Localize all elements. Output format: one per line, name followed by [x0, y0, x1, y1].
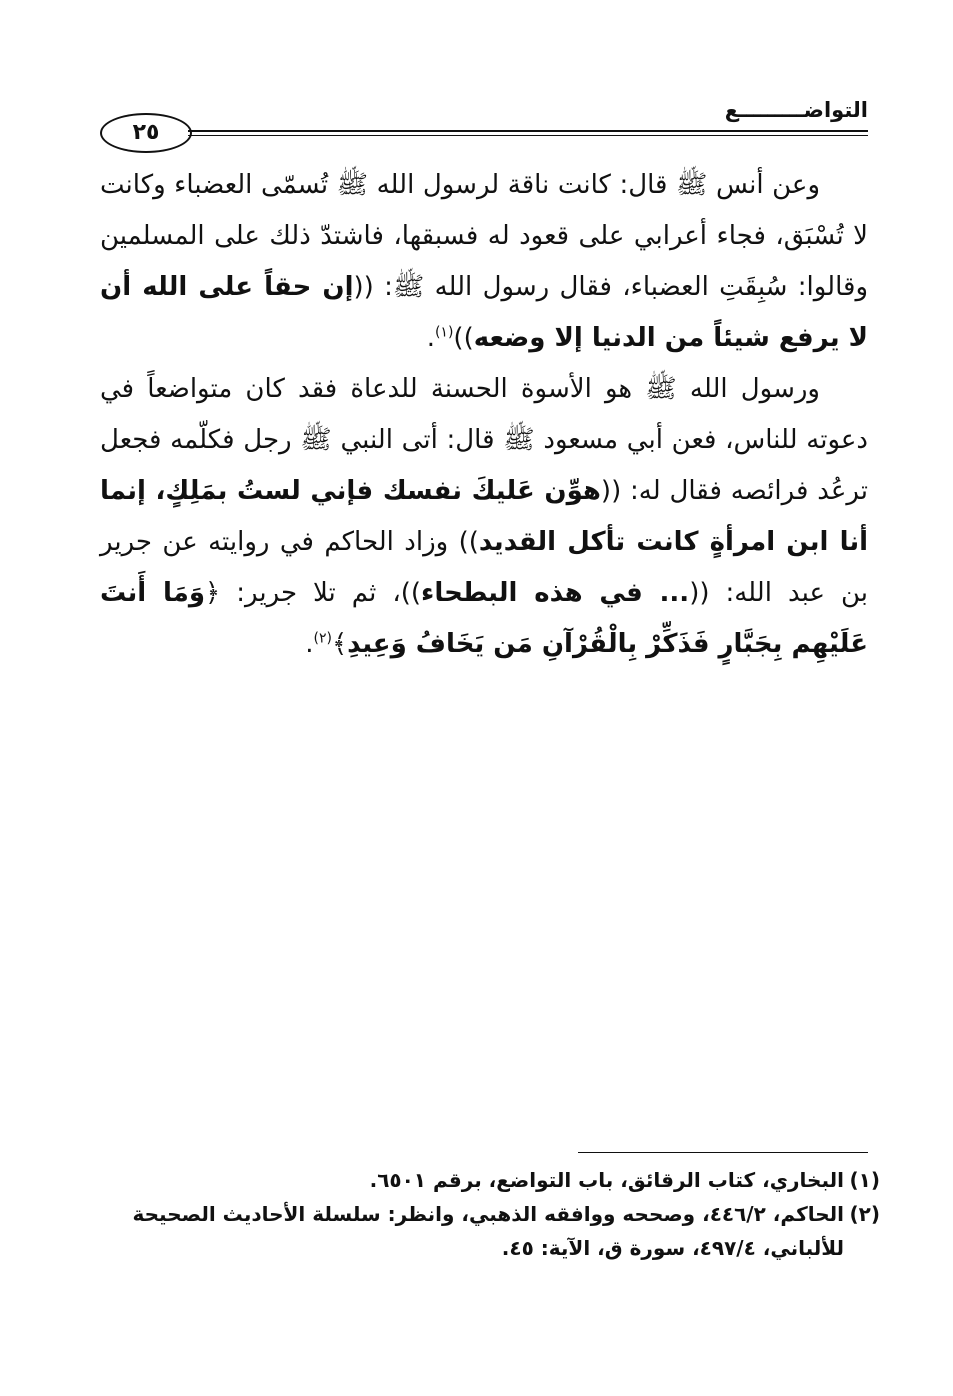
page-header — [100, 95, 868, 155]
quran-verse: وَمَا أَنتَ عَلَيْهِم بِجَبَّارٍ فَذَكِّرْ بِالْقُرْآنِ مَن يَخَافُ وَعِيدِ — [100, 578, 868, 659]
paragraph-end: . — [305, 629, 314, 659]
hadith-quote: هوِّن عَليكَ نفسك فإني لستُ بمَلِكٍ، إنما أنا ابن امرأةٍ كانت تأكل القديد — [100, 476, 869, 557]
main-text — [100, 160, 868, 670]
quote-close: )) — [453, 323, 474, 353]
hadith-quote: إن حقاً على الله أن لا يرفع شيئاً من الدنيا إلا وضعه — [100, 272, 868, 353]
paragraph-text: وعن أنس ﷺ قال: كانت ناقة لرسول الله ﷺ تُسمّى العضباء وكانت لا تُسْبَق، فجاء أعرابي على قعود له فسبقها، فاشتدّ ذلك على المسلمين وقالوا: سُبِقَتِ العضباء، فقال رسول الله ﷺ: (( — [100, 170, 868, 302]
footnote-number: (٢) — [849, 1202, 880, 1226]
footnote-marker-1: (١) — [434, 324, 454, 341]
paragraph-messenger — [100, 364, 868, 670]
paragraph-text: )) وزاد الحاكم في روايته عن جرير بن عبد الله: (( — [100, 527, 868, 608]
footnote-2 — [100, 1197, 880, 1265]
paragraph-anas — [100, 160, 868, 364]
header-rule — [188, 130, 868, 136]
page-number: ٢٥ — [100, 113, 192, 153]
footnote-separator — [578, 1152, 868, 1153]
footnote-number: (١) — [849, 1168, 880, 1192]
footnote-1 — [100, 1163, 880, 1197]
footnote-text: البخاري، كتاب الرقائق، باب التواضع، برقم ٦٥٠١. — [369, 1168, 844, 1192]
paragraph-text: ))، ثم تلا جرير: ﴿ — [205, 578, 422, 608]
hadith-addition: ... في هذه البطحاء — [421, 578, 690, 608]
footnote-marker-2: (٢) — [313, 630, 332, 647]
quran-close: ﴾ — [331, 629, 348, 659]
footnote-text: الحاكم، ٤٤٦/٢، وصححه ووافقه الذهبي، وانظر: سلسلة الأحاديث الصحيحة للألباني، ٤٩٧/٤، سورة ق، الآية: ٤٥. — [132, 1202, 844, 1260]
paragraph-text: ورسول الله ﷺ هو الأسوة الحسنة للدعاة فقد كان متواضعاً في دعوته للناس، فعن أبي مسعود ﷺ قال: أتى النبي ﷺ رجل فكلّمه فجعل ترعُد فرائصه فقال له: (( — [100, 374, 869, 506]
footnotes — [100, 1163, 880, 1265]
chapter-title: التواضـــــــــع — [724, 98, 868, 122]
paragraph-end: . — [426, 323, 435, 353]
